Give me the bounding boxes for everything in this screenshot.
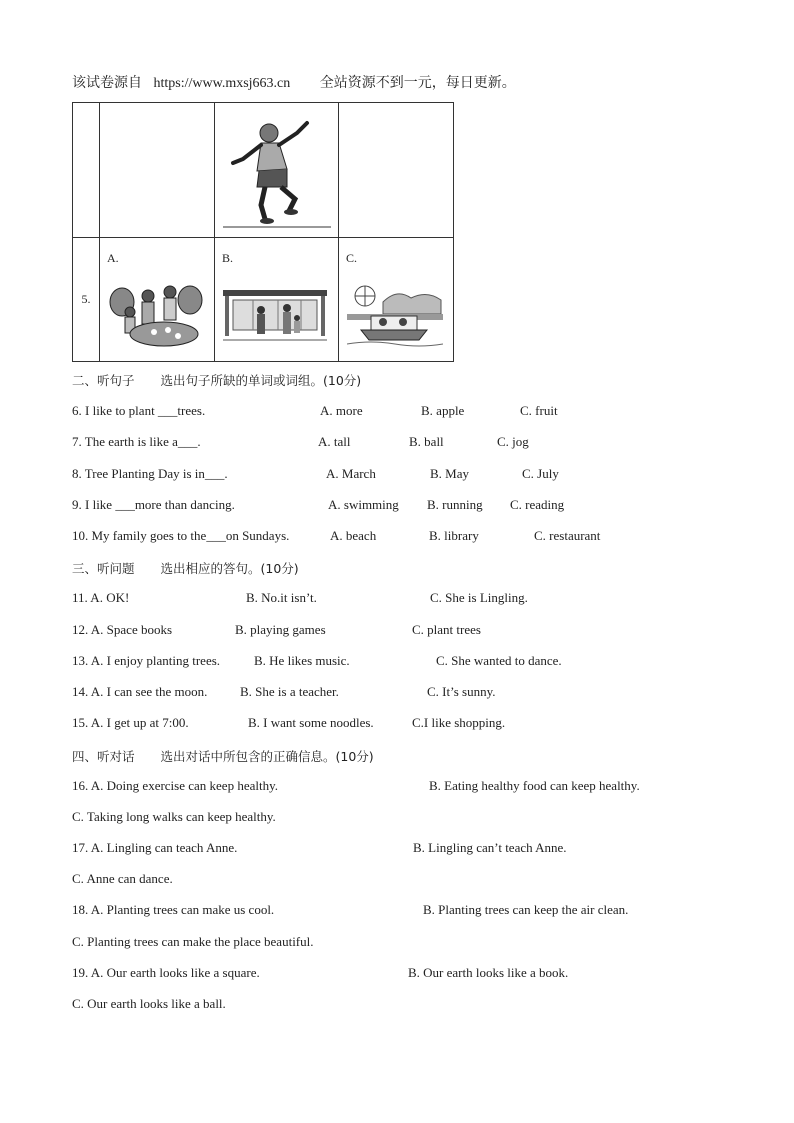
question-16-option-b[interactable]: B. Eating healthy food can keep healthy.	[429, 778, 640, 793]
question-11-option-c[interactable]: C. She is Lingling.	[430, 590, 528, 605]
question-17-option-c[interactable]: C. Anne can dance.	[72, 871, 173, 886]
header-source: 该试卷源自	[72, 76, 142, 91]
section2-instruction: 选出句子所缺的单词或词组。(10分)	[160, 373, 362, 388]
section3-header	[72, 559, 299, 577]
question-6-option-c[interactable]: C. fruit	[520, 403, 558, 418]
question-10-option-a[interactable]: A. beach	[330, 528, 377, 543]
question-7-option-a[interactable]: A. tall	[318, 434, 351, 449]
question-12-option-a[interactable]: 12. A. Space books	[72, 622, 173, 637]
section4-instruction: 选出对话中所包含的正确信息。(10分)	[160, 749, 374, 764]
question-8-option-a[interactable]: A. March	[326, 466, 376, 481]
question-17-option-b[interactable]: B. Lingling can’t teach Anne.	[413, 840, 567, 855]
table-cell-empty	[100, 103, 215, 238]
question-8-stem: 8. Tree Planting Day is in___.	[72, 466, 228, 481]
option-b-label: B.	[222, 251, 234, 265]
question-14-option-c[interactable]: C. It’s sunny.	[427, 684, 496, 699]
page-header	[72, 72, 516, 92]
header-url[interactable]: https://www.mxsj663.cn	[153, 76, 291, 91]
option-a-cell[interactable]	[100, 238, 215, 362]
question-19-option-a[interactable]: 19. A. Our earth looks like a square.	[72, 965, 260, 980]
question-18-option-c[interactable]: C. Planting trees can make the place beautiful.	[72, 934, 314, 949]
question-16-option-a[interactable]: 16. A. Doing exercise can keep healthy.	[72, 778, 279, 793]
question-9-stem: 9. I like ___more than dancing.	[72, 497, 235, 512]
question-8-option-b[interactable]: B. May	[430, 466, 469, 481]
option-c-cell[interactable]	[339, 238, 454, 362]
question-11-option-a[interactable]: 11. A. OK!	[72, 590, 130, 605]
question-15-option-a[interactable]: 15. A. I get up at 7:00.	[72, 715, 189, 730]
question-13-option-c[interactable]: C. She wanted to dance.	[436, 653, 562, 668]
table-row-top	[73, 103, 454, 238]
question-15-option-c[interactable]: C.I like shopping.	[412, 715, 506, 730]
question-10-option-b[interactable]: B. library	[429, 528, 479, 543]
question-7-option-c[interactable]: C. jog	[497, 434, 529, 449]
option-b-cell[interactable]	[215, 238, 339, 362]
table-cell-empty	[339, 103, 454, 238]
question-16-option-c[interactable]: C. Taking long walks can keep healthy.	[72, 809, 276, 824]
question-14-option-a[interactable]: 14. A. I can see the moon.	[72, 684, 208, 699]
question-9-option-c[interactable]: C. reading	[510, 497, 565, 512]
dancing-boy-cell	[215, 103, 339, 238]
section4-header	[72, 747, 374, 765]
question-15-option-b[interactable]: B. I want some noodles.	[248, 715, 374, 730]
question-9-option-a[interactable]: A. swimming	[328, 497, 399, 512]
option-a-label: A.	[107, 251, 119, 265]
option-c-label: C.	[346, 251, 358, 265]
question-6-option-a[interactable]: A. more	[320, 403, 363, 418]
dancing-boy-image	[221, 119, 333, 231]
question-17-option-a[interactable]: 17. A. Lingling can teach Anne.	[72, 840, 238, 855]
street-scene-image	[223, 288, 327, 348]
question-19-option-c[interactable]: C. Our earth looks like a ball.	[72, 996, 226, 1011]
question-6-stem: 6. I like to plant ___trees.	[72, 403, 206, 418]
section4-title: 四、听对话	[72, 749, 135, 764]
question-13-option-a[interactable]: 13. A. I enjoy planting trees.	[72, 653, 221, 668]
table-row-options	[73, 238, 454, 362]
header-notice: 全站资源不到一元，每日更新。	[319, 76, 516, 91]
section2-header	[72, 371, 361, 389]
picture-question-table	[72, 102, 454, 362]
question-number: 5.	[73, 238, 100, 362]
question-7-option-b[interactable]: B. ball	[409, 434, 444, 449]
question-13-option-b[interactable]: B. He likes music.	[254, 653, 350, 668]
question-14-option-b[interactable]: B. She is a teacher.	[240, 684, 339, 699]
question-18-option-b[interactable]: B. Planting trees can keep the air clean.	[423, 902, 629, 917]
section3-instruction: 选出相应的答句。(10分)	[160, 561, 299, 576]
question-9-option-b[interactable]: B. running	[427, 497, 483, 512]
question-8-option-c[interactable]: C. July	[522, 466, 559, 481]
question-7-stem: 7. The earth is like a___.	[72, 434, 201, 449]
question-10-option-c[interactable]: C. restaurant	[534, 528, 601, 543]
question-12-option-c[interactable]: C. plant trees	[412, 622, 481, 637]
boat-park-image	[347, 284, 443, 348]
table-cell-empty	[73, 103, 100, 238]
family-garden-image	[108, 282, 204, 352]
question-12-option-b[interactable]: B. playing games	[235, 622, 326, 637]
question-6-option-b[interactable]: B. apple	[421, 403, 465, 418]
question-18-option-a[interactable]: 18. A. Planting trees can make us cool.	[72, 902, 275, 917]
question-11-option-b[interactable]: B. No.it isn’t.	[246, 590, 317, 605]
question-10-stem: 10. My family goes to the___on Sundays.	[72, 528, 290, 543]
question-19-option-b[interactable]: B. Our earth looks like a book.	[408, 965, 569, 980]
section3-title: 三、听问题	[72, 561, 135, 576]
section2-title: 二、听句子	[72, 373, 135, 388]
